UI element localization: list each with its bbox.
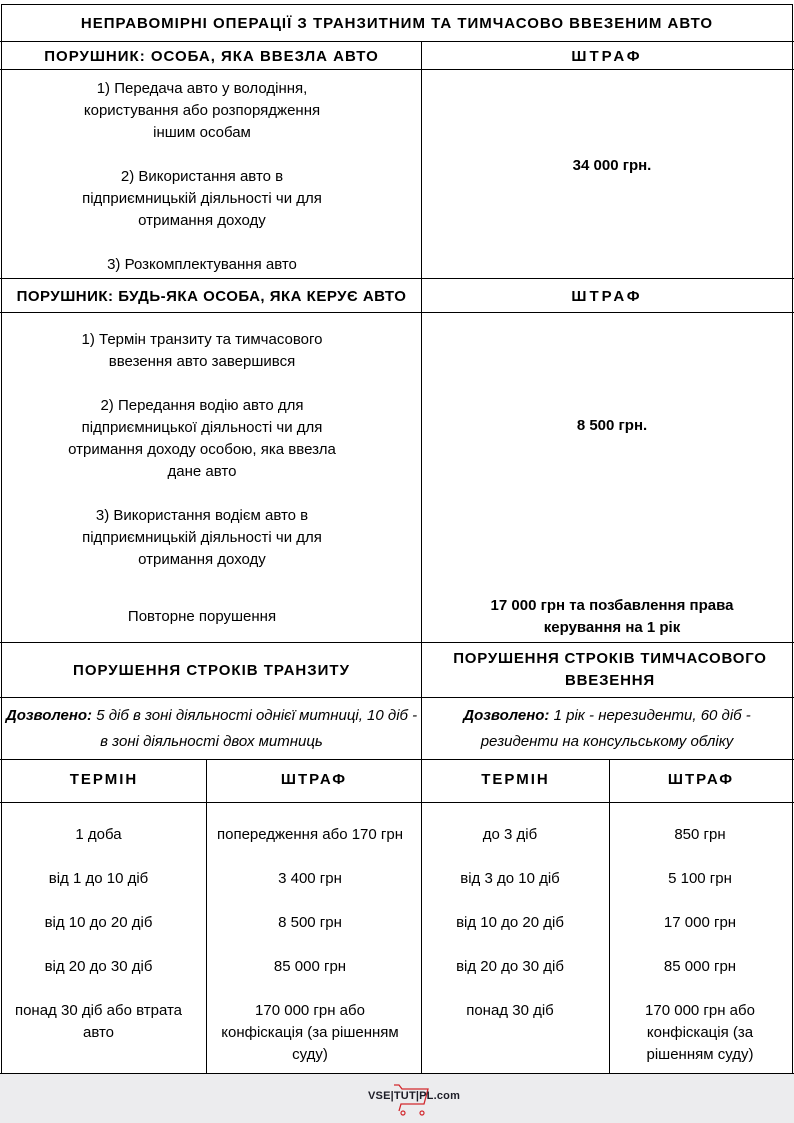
transit-fine-column-header: ШТРАФ [280,770,348,788]
temporary-import-heading: ПОРУШЕННЯ СТРОКІВ ТИМЧАСОВОГО ВВЕЗЕННЯ [453,650,767,689]
transit-allowed-label: Дозволено: [5,706,93,724]
temporary-term-column-header: ТЕРМІН [481,770,550,788]
transit-fine-2: 3 400 грн [278,870,342,887]
rule-under-section2-header [0,312,794,313]
repeat-violation-label: Повторне порушення [127,608,277,625]
section1-violations-list [2,78,402,276]
vsetutpl-logo[interactable] [368,1082,480,1116]
section1-fine-header: ШТРАФ [571,47,643,65]
transit-allowed-text: 5 діб в зоні діяльності однієї митниці, 10 діб - в зоні діяльності двох митниць [92,706,418,750]
rule-under-section1-header [0,69,794,70]
document-title: НЕПРАВОМІРНІ ОПЕРАЦІЇ З ТРАНЗИТНИМ ТА ТИМЧАСОВО ВВЕЗЕНИМ АВТО [80,15,714,32]
temporary-allowed-label: Дозволено: [463,706,550,724]
temporary-allowed-note [422,698,792,759]
section2-violation-2: 2) Передання водію авто для підприємницької діяльності чи для отримання доходу особою, яка ввезла дане авто [68,397,336,480]
rule-under-allowed [0,759,794,760]
section1-offender-header: ПОРУШНИК: ОСОБА, ЯКА ВВЕЗЛА АВТО [44,47,379,65]
rule-under-column-headers [0,802,794,803]
transit-term-3: від 10 до 20 діб [44,914,153,931]
transit-term-4: від 20 до 30 діб [44,958,153,975]
transit-fine-3: 8 500 грн [278,914,342,931]
rule-under-title [0,41,794,42]
temporary-fine-4: 85 000 грн [663,958,737,975]
temporary-term-4: від 20 до 30 діб [456,958,564,975]
rule-section2-bottom [0,642,794,643]
section1-violation-2: 2) Використання авто в підприємницькій діяльності чи для отримання доходу [82,168,322,229]
temporary-fines-column [610,824,790,1066]
rule-top [2,4,792,5]
section2-violation-3: 3) Використання водієм авто в підприємницькій діяльності чи для отримання доходу [82,507,322,568]
transit-term-column-header: ТЕРМІН [69,770,139,788]
transit-fine-4: 85 000 грн [273,958,347,975]
rule-right-outer [792,4,793,1074]
transit-term-5: понад 30 діб або втрата авто [14,1002,183,1041]
temporary-terms-column [422,824,598,1022]
section2-fine-header: ШТРАФ [571,288,643,305]
section1-fine-amount: 34 000 грн. [572,157,652,174]
rule-middle [421,41,422,1074]
logo-wordmark: VSE|TUT|PL.com [368,1090,461,1102]
transit-heading: ПОРУШЕННЯ СТРОКІВ ТРАНЗИТУ [73,661,350,679]
transit-fine-1: попередження або 170 грн [216,826,403,843]
temporary-term-5: понад 30 діб [466,1002,554,1019]
section2-offender-header: ПОРУШНИК: БУДЬ-ЯКА ОСОБА, ЯКА КЕРУЄ АВТО [16,288,407,305]
temporary-term-1: до 3 діб [482,826,538,843]
transit-terms-column [2,824,195,1044]
rule-under-headings [0,697,794,698]
temporary-fine-3: 17 000 грн [663,914,737,931]
section1-violation-3: 3) Розкомплектування авто [107,256,297,273]
section2-violations-list [2,329,402,571]
temporary-term-2: від 3 до 10 діб [460,870,560,887]
temporary-fine-5: 170 000 грн або конфіскація (за рішенням суду) [645,1002,755,1063]
rule-left-outer [1,4,2,1074]
temporary-term-3: від 10 до 20 діб [456,914,564,931]
rule-section1-bottom [0,278,794,279]
temporary-fine-column-header: ШТРАФ [667,770,735,788]
cart-wheel-right [420,1111,424,1115]
transit-allowed-note [2,698,421,759]
section2-violation-1: 1) Термін транзиту та тимчасового ввезення авто завершився [81,331,323,370]
transit-fine-5: 170 000 грн або конфіскація (за рішенням суду) [221,1002,399,1063]
rule-transit-split [206,759,207,1074]
repeat-violation-fine: 17 000 грн та позбавлення права керування на 1 рік [490,597,734,636]
cart-wheel-left [401,1111,405,1115]
transit-term-2: від 1 до 10 діб [48,870,149,887]
transit-term-1: 1 доба [75,826,122,843]
temporary-fine-2: 5 100 грн [668,870,732,887]
section1-violation-1: 1) Передача авто у володіння, користування або розпорядження іншим особам [83,80,321,141]
rule-temporary-split [609,759,610,1074]
section2-fine-amount: 8 500 грн. [576,417,648,434]
transit-fines-column [207,824,413,1066]
temporary-fine-1: 850 грн [674,826,726,843]
temporary-allowed-text: 1 рік - нерезиденти, 60 діб - резиденти на консульському обліку [480,706,751,750]
